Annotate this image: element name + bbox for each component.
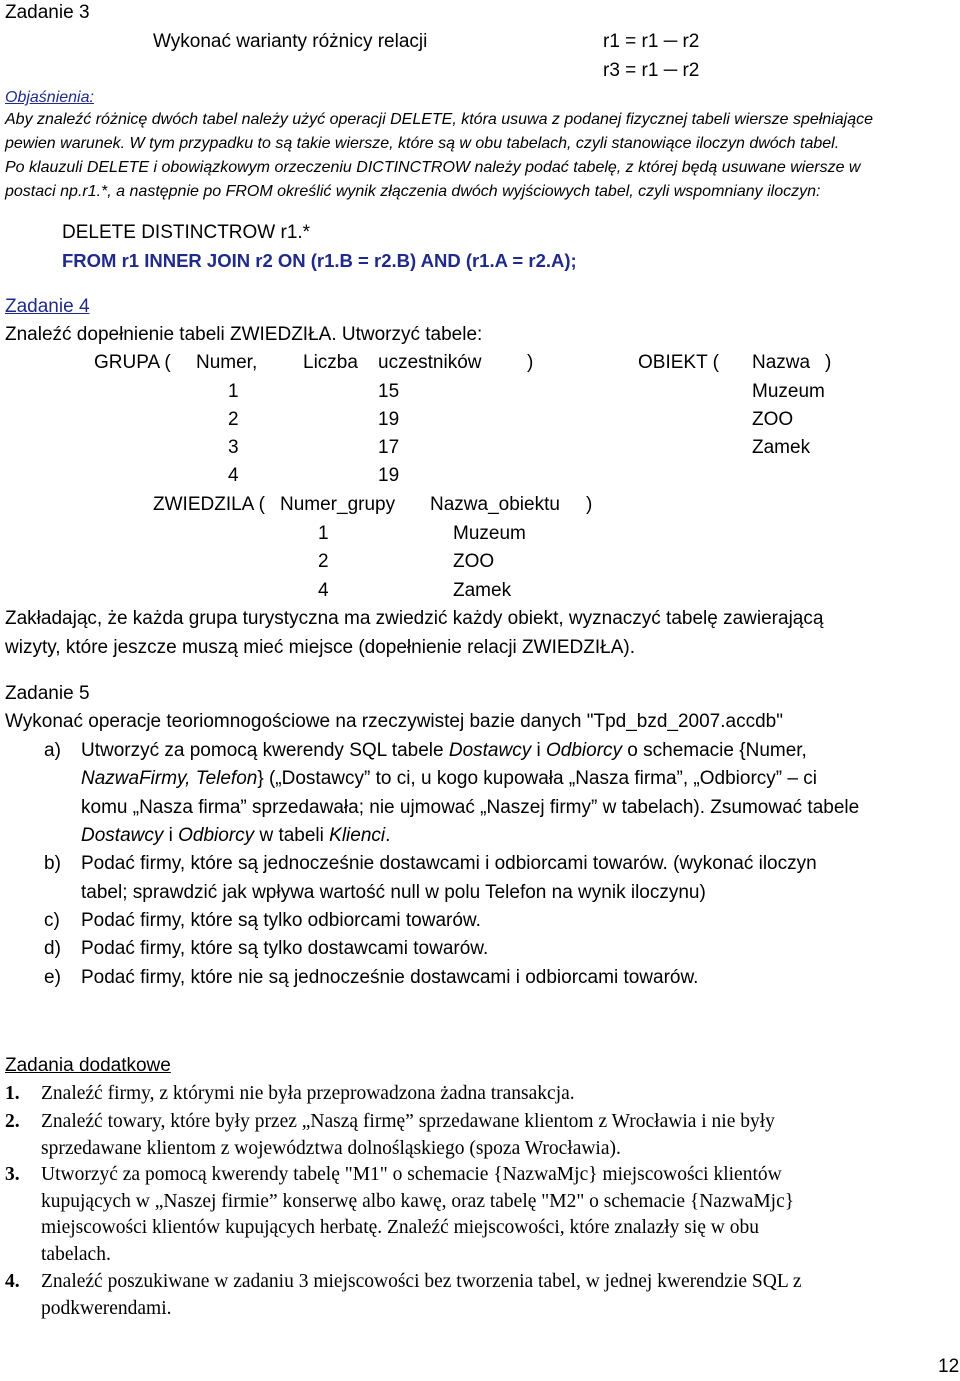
z4-description: wizyty, które jeszcze muszą mieć miejsce (dopełnienie relacji ZWIEDZIŁA). xyxy=(5,637,635,658)
zwiedzila-cell: 2 xyxy=(318,551,329,572)
list-item-line: NazwaFirmy, Telefon} („Dostawcy” to ci, u kogo kupowała „Nasza firma”, „Odbiorcy” – ci xyxy=(81,768,817,789)
grupa-cell: 19 xyxy=(378,465,400,486)
zwiedzila-cell: ZOO xyxy=(453,551,495,572)
extra-line: tabelach. xyxy=(41,1244,111,1265)
extra-line: Znaleźć poszukiwane w zadaniu 3 miejscowości bez tworzenia tabel, w jednej kwerendzie SQL z xyxy=(41,1271,802,1292)
grupa-col-uczestnikow: uczestników xyxy=(378,352,482,373)
extra-line: Znaleźć towary, które były przez „Naszą firmę” sprzedawane klientom z Wrocławia i nie były xyxy=(41,1111,775,1132)
grupa-close: ) xyxy=(527,352,534,373)
grupa-col-liczba: Liczba xyxy=(303,352,358,373)
extra-line: Znaleźć firmy, z którymi nie była przeprowadzona żadna transakcja. xyxy=(41,1083,575,1104)
list-item-line: komu „Nasza firma” sprzedawała; nie ujmować „Naszej firmy” w tabelach). Zsumować tabele xyxy=(81,797,860,818)
list-item-line: Podać firmy, które nie są jednocześnie dostawcami i odbiorcami towarów. xyxy=(81,967,699,988)
zwiedzila-col-numer: Numer_grupy xyxy=(280,494,396,515)
obiekt-close: ) xyxy=(825,352,832,373)
explanation-line: Aby znaleźć różnicę dwóch tabel należy użyć operacji DELETE, która usuwa z podanej fizycznej tabeli wiersze spełniające xyxy=(5,111,873,128)
list-item-line: Utworzyć za pomocą kwerendy SQL tabele Dostawcy i Odbiorcy o schemacie {Numer, xyxy=(81,740,807,761)
z4-description: Zakładając, że każda grupa turystyczna ma zwiedzić każdy obiekt, wyznaczyć tabelę zawierającą xyxy=(5,608,824,629)
sql-line-2: FROM r1 INNER JOIN r2 ON (r1.B = r2.B) AND (r1.A = r2.A); xyxy=(62,250,577,271)
sql-line-1: DELETE DISTINCTROW r1.* xyxy=(62,222,311,243)
page-number: 12 xyxy=(938,1356,960,1377)
obiekt-cell: ZOO xyxy=(752,409,794,430)
extra-number: 3. xyxy=(5,1164,20,1185)
z3-title: Wykonać warianty różnicy relacji xyxy=(153,31,428,52)
zwiedzila-cell: Muzeum xyxy=(453,523,526,544)
extra-line: Utworzyć za pomocą kwerendy tabelę "M1" o schemacie {NazwaMjc} miejscowości klientów xyxy=(41,1164,782,1185)
explanation-line: Po klauzuli DELETE i obowiązkowym orzeczeniu DICTINCTROW należy podać tabelę, z której będą usuwane wiersze w xyxy=(5,159,861,176)
extra-number: 4. xyxy=(5,1271,20,1292)
zwiedzila-cell: Zamek xyxy=(453,580,512,601)
z5-task: Wykonać operacje teoriomnogościowe na rzeczywistej bazie danych "Tpd_bzd_2007.accdb" xyxy=(5,711,783,732)
list-marker: c) xyxy=(44,910,60,931)
z4-heading: Zadanie 4 xyxy=(5,296,90,317)
obiekt-header: OBIEKT ( xyxy=(638,352,719,373)
list-marker: e) xyxy=(44,967,61,988)
extra-number: 2. xyxy=(5,1111,20,1132)
grupa-cell: 17 xyxy=(378,437,400,458)
list-item-line: Podać firmy, które są jednocześnie dostawcami i odbiorcami towarów. (wykonać iloczyn xyxy=(81,853,817,874)
grupa-cell: 3 xyxy=(228,437,239,458)
grupa-cell: 15 xyxy=(378,381,400,402)
obiekt-cell: Muzeum xyxy=(752,381,825,402)
grupa-col-numer: Numer, xyxy=(196,352,258,373)
obiekt-cell: Zamek xyxy=(752,437,811,458)
explanation-line: pewien warunek. W tym przypadku to są takie wiersze, które są w obu tabelach, czyli stanowiące iloczyn dwóch tabel. xyxy=(5,135,840,152)
grupa-cell: 1 xyxy=(228,381,239,402)
z5-heading: Zadanie 5 xyxy=(5,683,90,704)
extra-line: kupujących w „Naszej firmie” konserwę albo kawę, oraz tabelę "M2" o schemacie {NazwaMjc} xyxy=(41,1191,795,1212)
grupa-header: GRUPA ( xyxy=(94,352,171,373)
zwiedzila-cell: 4 xyxy=(318,580,329,601)
list-marker: a) xyxy=(44,740,61,761)
zwiedzila-cell: 1 xyxy=(318,523,329,544)
zwiedzila-col-nazwa: Nazwa_obiektu xyxy=(430,494,560,515)
zwiedzila-header: ZWIEDZILA ( xyxy=(153,494,265,515)
extra-line: miejscowości klientów kupujących herbatę. Znaleźć miejscowości, które znalazły się w obu xyxy=(41,1217,760,1238)
list-marker: d) xyxy=(44,938,61,959)
zwiedzila-close: ) xyxy=(586,494,593,515)
grupa-cell: 19 xyxy=(378,409,400,430)
list-item-line: Podać firmy, które są tylko dostawcami towarów. xyxy=(81,938,489,959)
extra-number: 1. xyxy=(5,1083,20,1104)
grupa-cell: 2 xyxy=(228,409,239,430)
list-item-line: Dostawcy i Odbiorcy w tabeli Klienci. xyxy=(81,825,391,846)
z3-formula-1: r1 = r1 ─ r2 xyxy=(603,31,700,52)
explanation-line: postaci np.r1.*, a następnie po FROM określić wynik złączenia dwóch wyjściowych tabel, czyli wspomniany iloczyn: xyxy=(5,183,821,200)
z3-formula-2: r3 = r1 ─ r2 xyxy=(603,60,700,81)
explanation-label: Objaśnienia: xyxy=(5,89,94,106)
list-marker: b) xyxy=(44,853,61,874)
extra-line: podkwerendami. xyxy=(41,1298,172,1319)
grupa-cell: 4 xyxy=(228,465,239,486)
z3-heading: Zadanie 3 xyxy=(5,2,90,23)
extra-line: sprzedawane klientom z województwa dolnośląskiego (spoza Wrocławia). xyxy=(41,1138,621,1159)
obiekt-col-nazwa: Nazwa xyxy=(752,352,811,373)
list-item-line: tabel; sprawdzić jak wpływa wartość null w polu Telefon na wynik iloczynu) xyxy=(81,882,706,903)
extra-heading: Zadania dodatkowe xyxy=(5,1055,171,1076)
z4-task: Znaleźć dopełnienie tabeli ZWIEDZIŁA. Utworzyć tabele: xyxy=(5,324,483,345)
list-item-line: Podać firmy, które są tylko odbiorcami towarów. xyxy=(81,910,481,931)
